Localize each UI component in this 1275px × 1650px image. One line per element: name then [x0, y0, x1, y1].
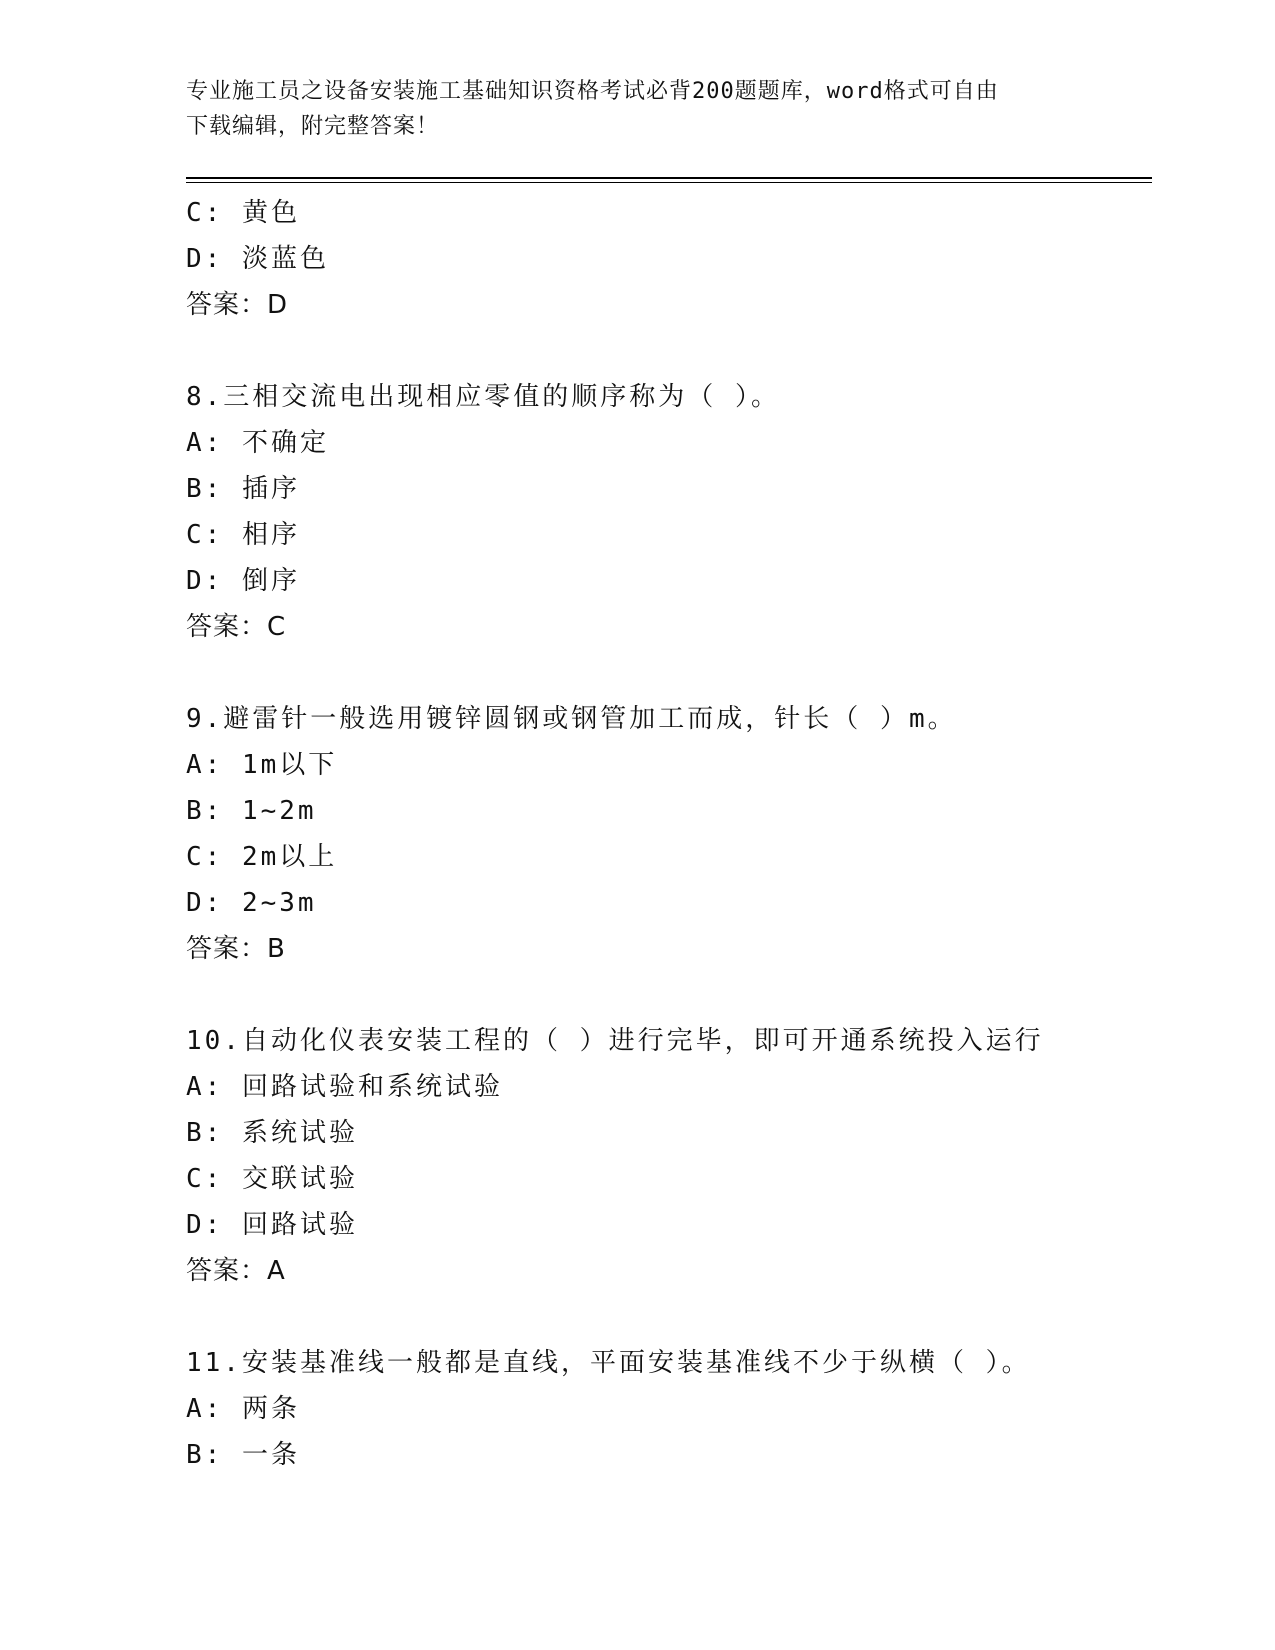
- question-9: [186, 696, 1152, 972]
- question-7-partial: [186, 190, 1152, 328]
- option-c: C: 黄色: [186, 198, 300, 228]
- question-list: [186, 190, 1152, 1478]
- option-b: B: 插序: [186, 474, 300, 504]
- question-10: [186, 1018, 1152, 1294]
- question-stem: 8.三相交流电出现相应零值的顺序称为（ ）。: [186, 382, 780, 412]
- header-rule-thin: [186, 182, 1152, 183]
- option-d: D: 淡蓝色: [186, 244, 329, 274]
- question-stem: 10.自动化仪表安装工程的（ ）进行完毕，即可开通系统投入运行: [186, 1026, 1044, 1056]
- option-b: B: 一条: [186, 1440, 300, 1470]
- answer: 答案：C: [186, 612, 287, 642]
- spacer: [186, 972, 1152, 1018]
- question-stem: 9.避雷针一般选用镀锌圆钢或钢管加工而成，针长（ ）m。: [186, 704, 957, 734]
- option-d: D: 回路试验: [186, 1210, 358, 1240]
- answer: 答案：D: [186, 290, 289, 320]
- answer: 答案：A: [186, 1256, 286, 1286]
- header-line-2: 下载编辑，附完整答案！: [186, 114, 440, 139]
- option-c: C: 2m以上: [186, 842, 338, 872]
- option-a: A: 回路试验和系统试验: [186, 1072, 503, 1102]
- header-rule-thick: [186, 177, 1152, 179]
- spacer: [186, 328, 1152, 374]
- option-d: D: 2~3m: [186, 888, 317, 918]
- question-8: [186, 374, 1152, 650]
- document-header: [186, 74, 1086, 144]
- option-a: A: 不确定: [186, 428, 329, 458]
- option-c: C: 相序: [186, 520, 300, 550]
- option-d: D: 倒序: [186, 566, 300, 596]
- spacer: [186, 650, 1152, 696]
- question-stem: 11.安装基准线一般都是直线，平面安装基准线不少于纵横（ ）。: [186, 1348, 1031, 1378]
- spacer: [186, 1294, 1152, 1340]
- option-a: A: 1m以下: [186, 750, 338, 780]
- option-b: B: 系统试验: [186, 1118, 358, 1148]
- question-11: [186, 1340, 1152, 1478]
- option-b: B: 1~2m: [186, 796, 317, 826]
- option-a: A: 两条: [186, 1394, 300, 1424]
- header-line-1: 专业施工员之设备安装施工基础知识资格考试必背200题题库，word格式可自由: [186, 79, 999, 104]
- option-c: C: 交联试验: [186, 1164, 358, 1194]
- answer: 答案：B: [186, 934, 286, 964]
